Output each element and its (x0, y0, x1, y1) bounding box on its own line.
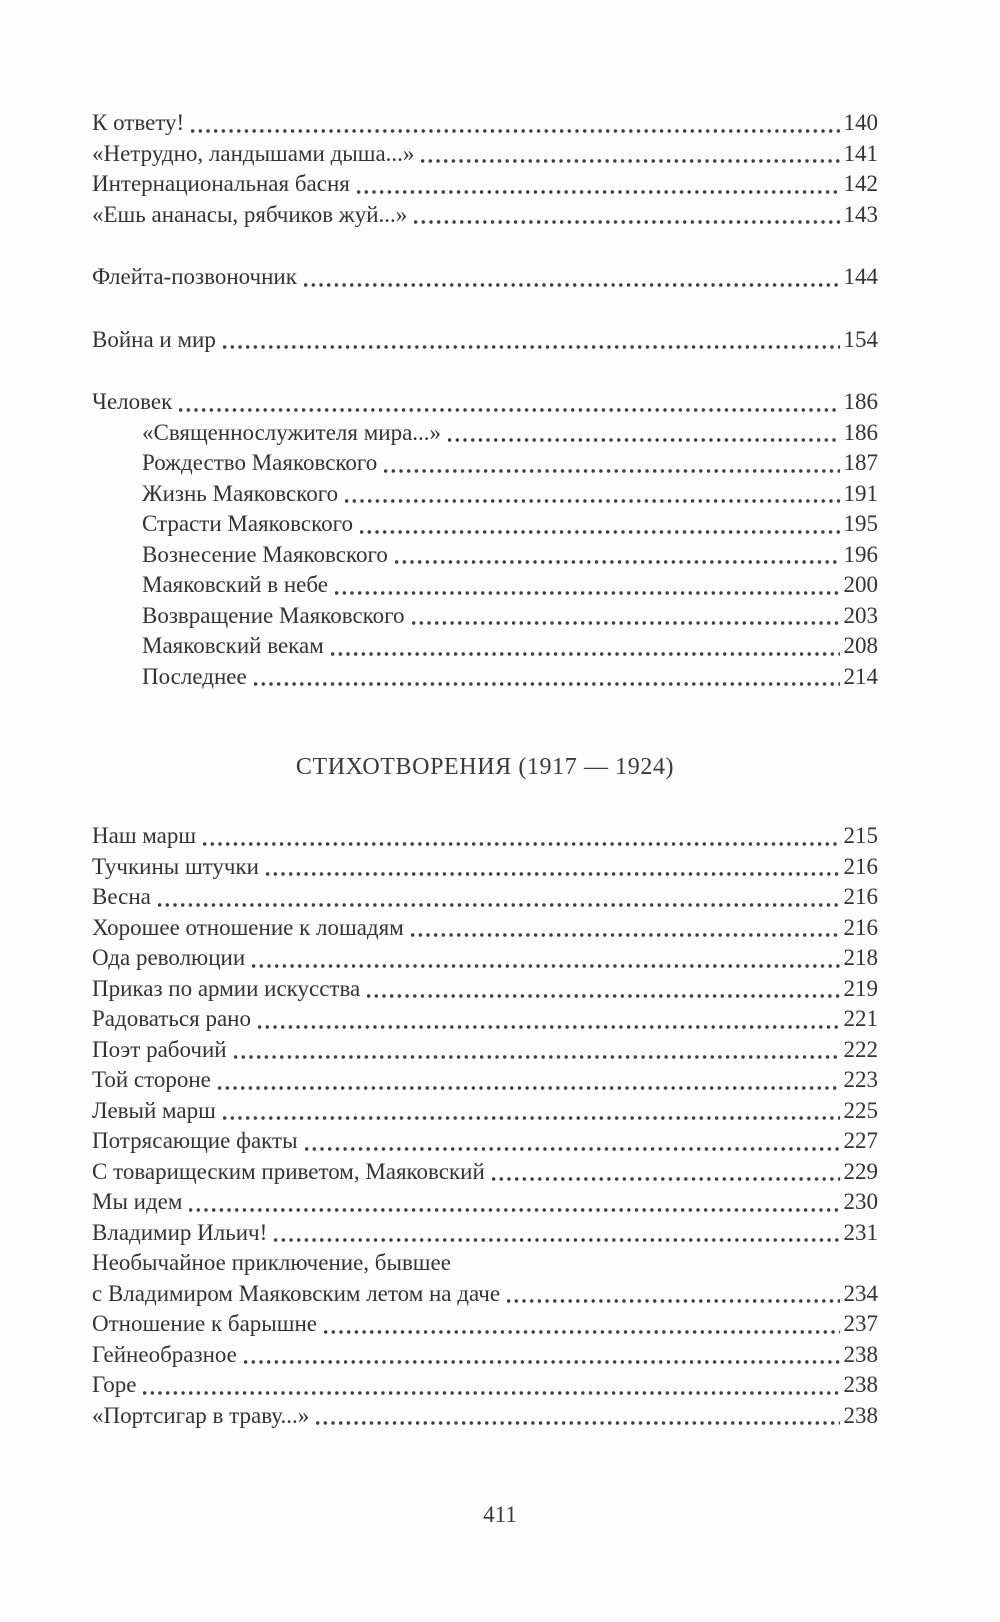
dot-leader (158, 902, 840, 908)
toc-entry-page: 218 (843, 945, 878, 970)
toc-entry (92, 108, 878, 139)
toc-entry-page: 223 (843, 1067, 878, 1092)
toc-entry-page: 230 (843, 1189, 878, 1214)
toc-entry-title: Необычайное приключение, бывшее (92, 1250, 451, 1275)
toc-entry (92, 1279, 878, 1310)
toc-entry (92, 601, 878, 632)
toc-entry-title: Левый марш (92, 1097, 216, 1123)
toc-entry-title: Возвращение Маяковского (142, 602, 405, 628)
toc-entry-page: 227 (843, 1128, 878, 1153)
toc-entry (92, 1187, 878, 1218)
toc-entry-page: 195 (843, 511, 878, 536)
toc-entry (92, 913, 878, 944)
toc-entry (92, 1004, 878, 1035)
dot-leader (448, 437, 839, 443)
dot-leader (234, 1054, 840, 1060)
dot-leader (254, 681, 840, 687)
dot-leader (492, 1176, 840, 1182)
toc-entry (92, 1370, 878, 1401)
dot-leader (252, 963, 839, 969)
toc-entry-page: 237 (843, 1311, 878, 1336)
toc-entry-page: 238 (843, 1402, 878, 1428)
page-number: 411 (483, 1502, 517, 1527)
dot-leader (331, 651, 840, 657)
toc-entry (92, 540, 878, 571)
toc-entry (92, 387, 878, 418)
toc-entry-title: Интернациональная басня (92, 171, 350, 196)
toc-entry-title: Маяковский векам (142, 633, 324, 658)
toc-entry-page: 203 (843, 602, 878, 628)
dot-leader (274, 1237, 839, 1243)
toc-entry (92, 1035, 878, 1066)
toc-entry-title: Той стороне (92, 1067, 211, 1092)
page-number-footer (0, 1502, 1000, 1528)
toc-entry-title: Приказ по армии искусства (92, 975, 361, 1001)
toc-entry (92, 882, 878, 913)
toc-entry (92, 974, 878, 1005)
dot-leader (335, 590, 840, 596)
dot-leader (244, 1359, 840, 1365)
toc-entry-title: Хорошее отношение к лошадям (92, 914, 404, 940)
toc-entry (92, 1340, 878, 1371)
toc-entry-page: 238 (843, 1372, 878, 1397)
toc-entry-title: К ответу! (92, 110, 185, 135)
toc-entry-page: 141 (843, 140, 878, 166)
toc-entry-page: 143 (843, 201, 878, 227)
toc-entry (92, 1096, 878, 1127)
dot-leader (421, 158, 839, 164)
toc-entry-page: 208 (843, 633, 878, 658)
toc-entry-title: Горе (92, 1372, 137, 1397)
section-heading (92, 752, 878, 783)
toc-entry-title: Ода революции (92, 945, 246, 970)
toc-entry-title: Тучкины штучки (92, 853, 259, 879)
toc-entry-title: «Нетрудно, ландышами дыша...» (92, 140, 415, 166)
dot-leader (395, 559, 840, 565)
dot-leader (179, 407, 839, 413)
toc-entry (92, 821, 878, 852)
dot-leader (458, 1268, 874, 1274)
dot-leader (304, 282, 840, 288)
toc-entry (92, 1126, 878, 1157)
toc-entry (92, 570, 878, 601)
dot-leader (360, 529, 840, 535)
toc-entry-title: С товарищеским приветом, Маяковский (92, 1158, 485, 1184)
dot-leader (411, 932, 840, 938)
toc-entry-page: 187 (843, 450, 878, 475)
dot-leader (223, 1115, 840, 1121)
toc-entry-page: 196 (843, 541, 878, 567)
dot-leader (191, 128, 839, 134)
toc-entry-title: Маяковский в небе (142, 572, 328, 597)
toc-entry (92, 1065, 878, 1096)
toc-entry-title: «Ешь ананасы, рябчиков жуй...» (92, 201, 408, 227)
toc-entry-title: Гейнеобразное (92, 1341, 237, 1367)
toc-entry-page: 214 (843, 663, 878, 689)
toc-entry-title: Страсти Маяковского (142, 511, 353, 536)
toc-entry (92, 509, 878, 540)
toc-entry-title: Вознесение Маяковского (142, 541, 388, 567)
dot-leader (384, 468, 839, 474)
toc-entry (92, 1248, 878, 1279)
toc-entry (92, 1309, 878, 1340)
toc-entry-title: Флейта-позвоночник (92, 264, 297, 289)
dot-leader (357, 189, 840, 195)
dot-leader (414, 219, 839, 225)
toc-entry-title: «Портсигар в траву...» (92, 1402, 310, 1428)
table-of-contents (92, 108, 878, 1431)
toc-entry-page: 219 (843, 975, 878, 1001)
toc-entry (92, 139, 878, 170)
toc-entry-page: 216 (843, 853, 878, 879)
dot-leader (316, 1420, 839, 1426)
toc-entry-page: 186 (843, 389, 878, 414)
dot-leader (143, 1390, 839, 1396)
toc-entry-title: Отношение к барышне (92, 1311, 317, 1336)
toc-entry-page: 216 (843, 884, 878, 909)
toc-entry-page: 231 (843, 1219, 878, 1245)
toc-entry-title: Радоваться рано (92, 1006, 251, 1031)
toc-entry (92, 662, 878, 693)
toc-entry-title: Человек (92, 389, 173, 414)
toc-entry (92, 200, 878, 231)
toc-entry-title: Последнее (142, 663, 247, 689)
toc-entry-title: Рождество Маяковского (142, 450, 378, 475)
toc-entry (92, 169, 878, 200)
toc-entry (92, 262, 878, 293)
toc-entry (92, 1218, 878, 1249)
toc-entry-page: 234 (843, 1280, 878, 1306)
toc-entry-page: 140 (843, 110, 878, 135)
toc-entry (92, 325, 878, 356)
dot-leader (324, 1329, 840, 1335)
toc-entry-title: Жизнь Маяковского (142, 480, 339, 506)
toc-entry (92, 418, 878, 449)
toc-entry-page: 225 (843, 1097, 878, 1123)
toc-entry (92, 631, 878, 662)
toc-entry-title: Весна (92, 884, 151, 909)
toc-entry-page: 191 (843, 480, 878, 506)
toc-entry-title: с Владимиром Маяковским летом на даче (92, 1280, 501, 1306)
toc-entry (92, 943, 878, 974)
toc-entry-page: 144 (843, 264, 878, 289)
toc-entry-title: Мы идем (92, 1189, 183, 1214)
toc-entry-page: 186 (843, 419, 878, 445)
dot-leader (305, 1146, 840, 1152)
toc-entry-page: 215 (843, 823, 878, 848)
toc-entry (92, 1401, 878, 1432)
toc-entry-title: Владимир Ильич! (92, 1219, 268, 1245)
toc-entry-page: 222 (843, 1036, 878, 1062)
toc-entry-title: Наш марш (92, 823, 197, 848)
dot-leader (189, 1207, 839, 1213)
toc-entry-page: 221 (843, 1006, 878, 1031)
dot-leader (507, 1298, 839, 1304)
toc-entry-page: 154 (843, 326, 878, 352)
dot-leader (412, 620, 840, 626)
toc-entry (92, 1157, 878, 1188)
section-heading-text: СТИХОТВОРЕНИЯ (1917 — 1924) (295, 754, 675, 780)
toc-entry (92, 448, 878, 479)
toc-entry (92, 852, 878, 883)
dot-leader (345, 498, 839, 504)
toc-entry-page: 238 (843, 1341, 878, 1367)
dot-leader (223, 344, 840, 350)
toc-entry-title: Поэт рабочий (92, 1036, 227, 1062)
dot-leader (258, 1024, 840, 1030)
toc-entry-title: «Священнослужителя мира...» (142, 419, 442, 445)
toc-entry-page: 229 (843, 1158, 878, 1184)
toc-entry-page: 200 (843, 572, 878, 597)
dot-leader (367, 993, 839, 999)
toc-entry-page: 142 (843, 171, 878, 196)
dot-leader (203, 841, 839, 847)
toc-entry-title: Потрясающие факты (92, 1128, 298, 1153)
toc-entry-title: Война и мир (92, 326, 216, 352)
toc-entry-page: 216 (843, 914, 878, 940)
toc-entry (92, 479, 878, 510)
dot-leader (266, 871, 840, 877)
dot-leader (218, 1085, 840, 1091)
